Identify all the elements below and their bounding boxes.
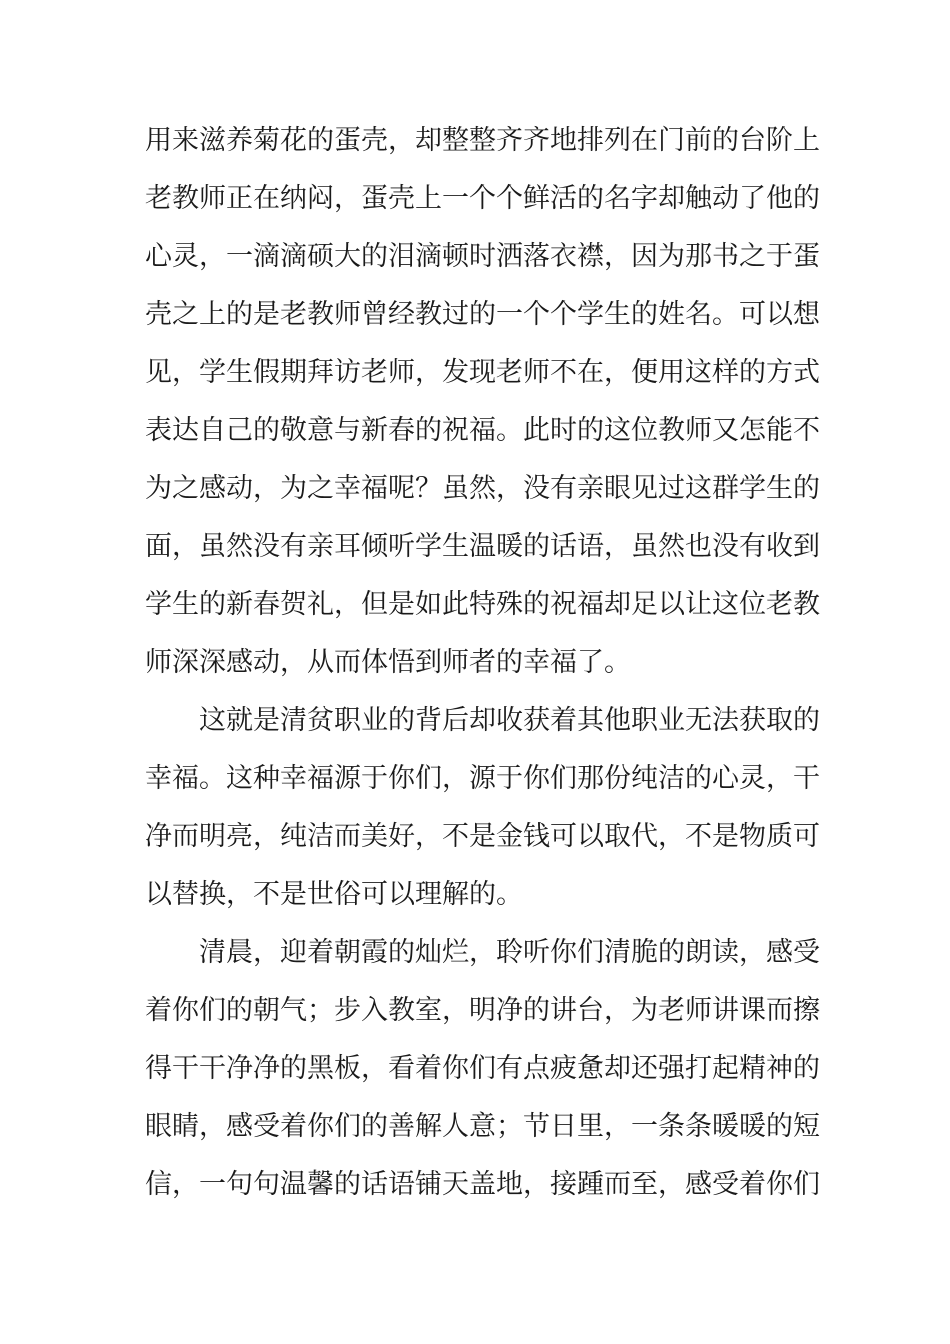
text-line: 净而明亮，纯洁而美好，不是金钱可以取代，不是物质可 <box>145 821 820 852</box>
body-text <box>145 112 825 1214</box>
text-line: 得干干净净的黑板，看着你们有点疲惫却还强打起精神的 <box>145 1053 820 1084</box>
text-line: 幸福。这种幸福源于你们，源于你们那份纯洁的心灵，干 <box>145 763 820 794</box>
text-line: 壳之上的是老教师曾经教过的一个个学生的姓名。可以想 <box>145 299 820 330</box>
text-line: 为之感动，为之幸福呢？虽然，没有亲眼见过这群学生的 <box>145 473 820 504</box>
text-line: 着你们的朝气；步入教室，明净的讲台，为老师讲课而擦 <box>145 995 820 1026</box>
text-line: 学生的新春贺礼，但是如此特殊的祝福却足以让这位老教 <box>145 589 820 620</box>
text-line: 师深深感动，从而体悟到师者的幸福了。 <box>145 647 631 678</box>
text-line: 信，一句句温馨的话语铺天盖地，接踵而至，感受着你们 <box>145 1169 820 1200</box>
text-line: 面，虽然没有亲耳倾听学生温暖的话语，虽然也没有收到 <box>145 531 820 562</box>
text-line: 表达自己的敬意与新春的祝福。此时的这位教师又怎能不 <box>145 415 820 446</box>
text-line: 心灵，一滴滴硕大的泪滴顿时洒落衣襟，因为那书之于蛋 <box>145 241 820 272</box>
text-line: 眼睛，感受着你们的善解人意；节日里，一条条暖暖的短 <box>145 1111 820 1142</box>
text-line: 以替换，不是世俗可以理解的。 <box>145 879 523 910</box>
text-line: 用来滋养菊花的蛋壳，却整整齐齐地排列在门前的台阶上 <box>145 125 820 156</box>
text-line: 见，学生假期拜访老师，发现老师不在，便用这样的方式 <box>145 357 820 388</box>
paragraph-start-line: 清晨，迎着朝霞的灿烂，聆听你们清脆的朗读，感受 <box>199 937 820 968</box>
text-line: 老教师正在纳闷，蛋壳上一个个鲜活的名字却触动了他的 <box>145 183 820 214</box>
paragraph-start-line: 这就是清贫职业的背后却收获着其他职业无法获取的 <box>199 705 820 736</box>
